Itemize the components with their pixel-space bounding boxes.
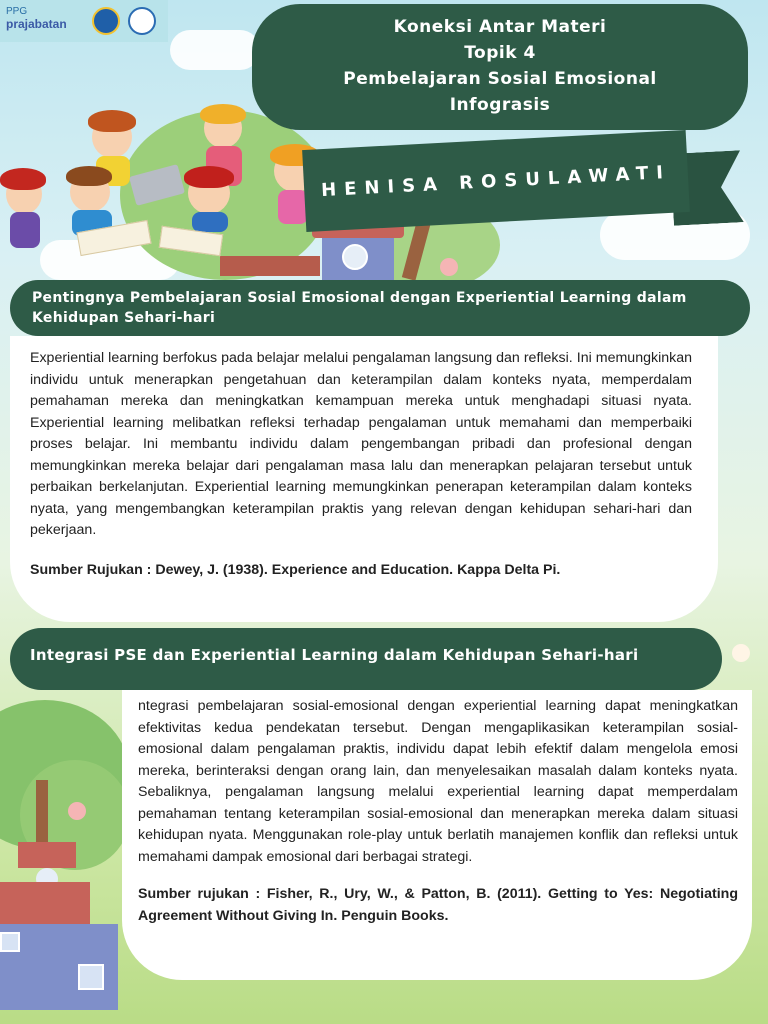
- title-line3: Pembelajaran Sosial Emosional: [343, 69, 657, 89]
- tree-trunk-left: [36, 780, 48, 850]
- kid-hair: [66, 166, 112, 186]
- logo-line2: prajabatan: [6, 17, 67, 31]
- treehouse-roof-left: [18, 842, 76, 868]
- section2-source: Sumber rujukan : Fisher, R., Ury, W., & Patton, B. (2011). Getting to Yes: Negotiating Agreement Without Giving In. Penguin Books.: [138, 886, 738, 924]
- cloud: [170, 30, 260, 70]
- treehouse-window-icon: [342, 244, 368, 270]
- title-box: [252, 4, 748, 130]
- logo-line1: PPG: [6, 6, 28, 17]
- kid-hair: [200, 104, 246, 124]
- section1-heading: [10, 280, 750, 336]
- section1-body: Experiential learning berfokus pada belajar melalui pengalaman langsung dan refleksi. Ini memungkinkan individu untuk menerapkan pengetahuan dan keterampilan dalam konteks nyata, memperdalam pemahaman mereka dan meningkatkan kemampuan mereka untuk menghadapi situasi nyata. Experiential learning melibatkan refleksi terhadap pengalaman untuk memahami dan memperbaiki proses belajar. Ini membantu individu dalam pengembangan pribadi dan profesional dengan memungkinkan mereka belajar dari pengalaman masa lalu dan menerapkan pelajaran tersebut untuk perbaikan berkelanjutan. Experiential learning memungkinkan penerapan keterampilan dalam konteks nyata, yang mengembangkan keterampilan praktis yang relevan dengan kehidupan sehari-hari dan pekerjaan.: [30, 350, 692, 538]
- section2-panel: [122, 690, 752, 980]
- deck: [220, 256, 320, 276]
- section1-source: Sumber Rujukan : Dewey, J. (1938). Experience and Education. Kappa Delta Pi.: [30, 561, 561, 578]
- kid-hair: [184, 166, 234, 188]
- window-icon: [78, 964, 104, 990]
- title-line1: Koneksi Antar Materi: [393, 17, 607, 37]
- kid-hair: [88, 110, 136, 132]
- flower-icon: [440, 258, 458, 276]
- tut-wuri-emblem-icon: [128, 7, 156, 35]
- section2-heading-text: Integrasi PSE dan Experiential Learning dalam Kehidupan Sehari-hari: [30, 646, 639, 664]
- section2-heading: [10, 628, 722, 690]
- treehouse-roof-large: [0, 882, 90, 924]
- title-line2: Topik 4: [464, 43, 536, 63]
- kemdikbud-emblem-icon: [92, 7, 120, 35]
- window-icon: [0, 932, 20, 952]
- title-line4: Infograsis: [449, 95, 551, 115]
- flower-icon: [732, 644, 750, 662]
- flower-icon: [68, 802, 86, 820]
- kid-hair: [0, 168, 46, 190]
- section2-body: ntegrasi pembelajaran sosial-emosional dengan experiential learning dapat meningkatkan efektivitas kedua pendekatan tersebut. Dengan mengaplikasikan keterampilan sosial-emosional dalam pengalaman praktis, individu dapat lebih efektif dalam mengelola emosi mereka, berinteraksi dengan orang lain, dan menyelesaikan masalah dalam konteks nyata. Sebaliknya, pengalaman langsung melalui experiential learning dapat memperdalam pemahaman tentang keterampilan sosial-emosional dan menerapkan mereka dalam situasi kehidupan nyata. Menggunakan role-play untuk berlatih manajemen konflik dan refleksi untuk memahami dampak emosional dari berbagai strategi.: [138, 698, 738, 865]
- kid-body: [192, 212, 228, 232]
- section1-heading-text: Pentingnya Pembelajaran Sosial Emosional dengan Experiential Learning dalam Kehidupan Sehari-hari: [32, 290, 687, 326]
- kid-body: [10, 212, 40, 248]
- author-name: HENISA ROSULAWATI: [320, 161, 672, 201]
- section1-panel: [10, 336, 718, 622]
- ppg-logo: [6, 6, 67, 32]
